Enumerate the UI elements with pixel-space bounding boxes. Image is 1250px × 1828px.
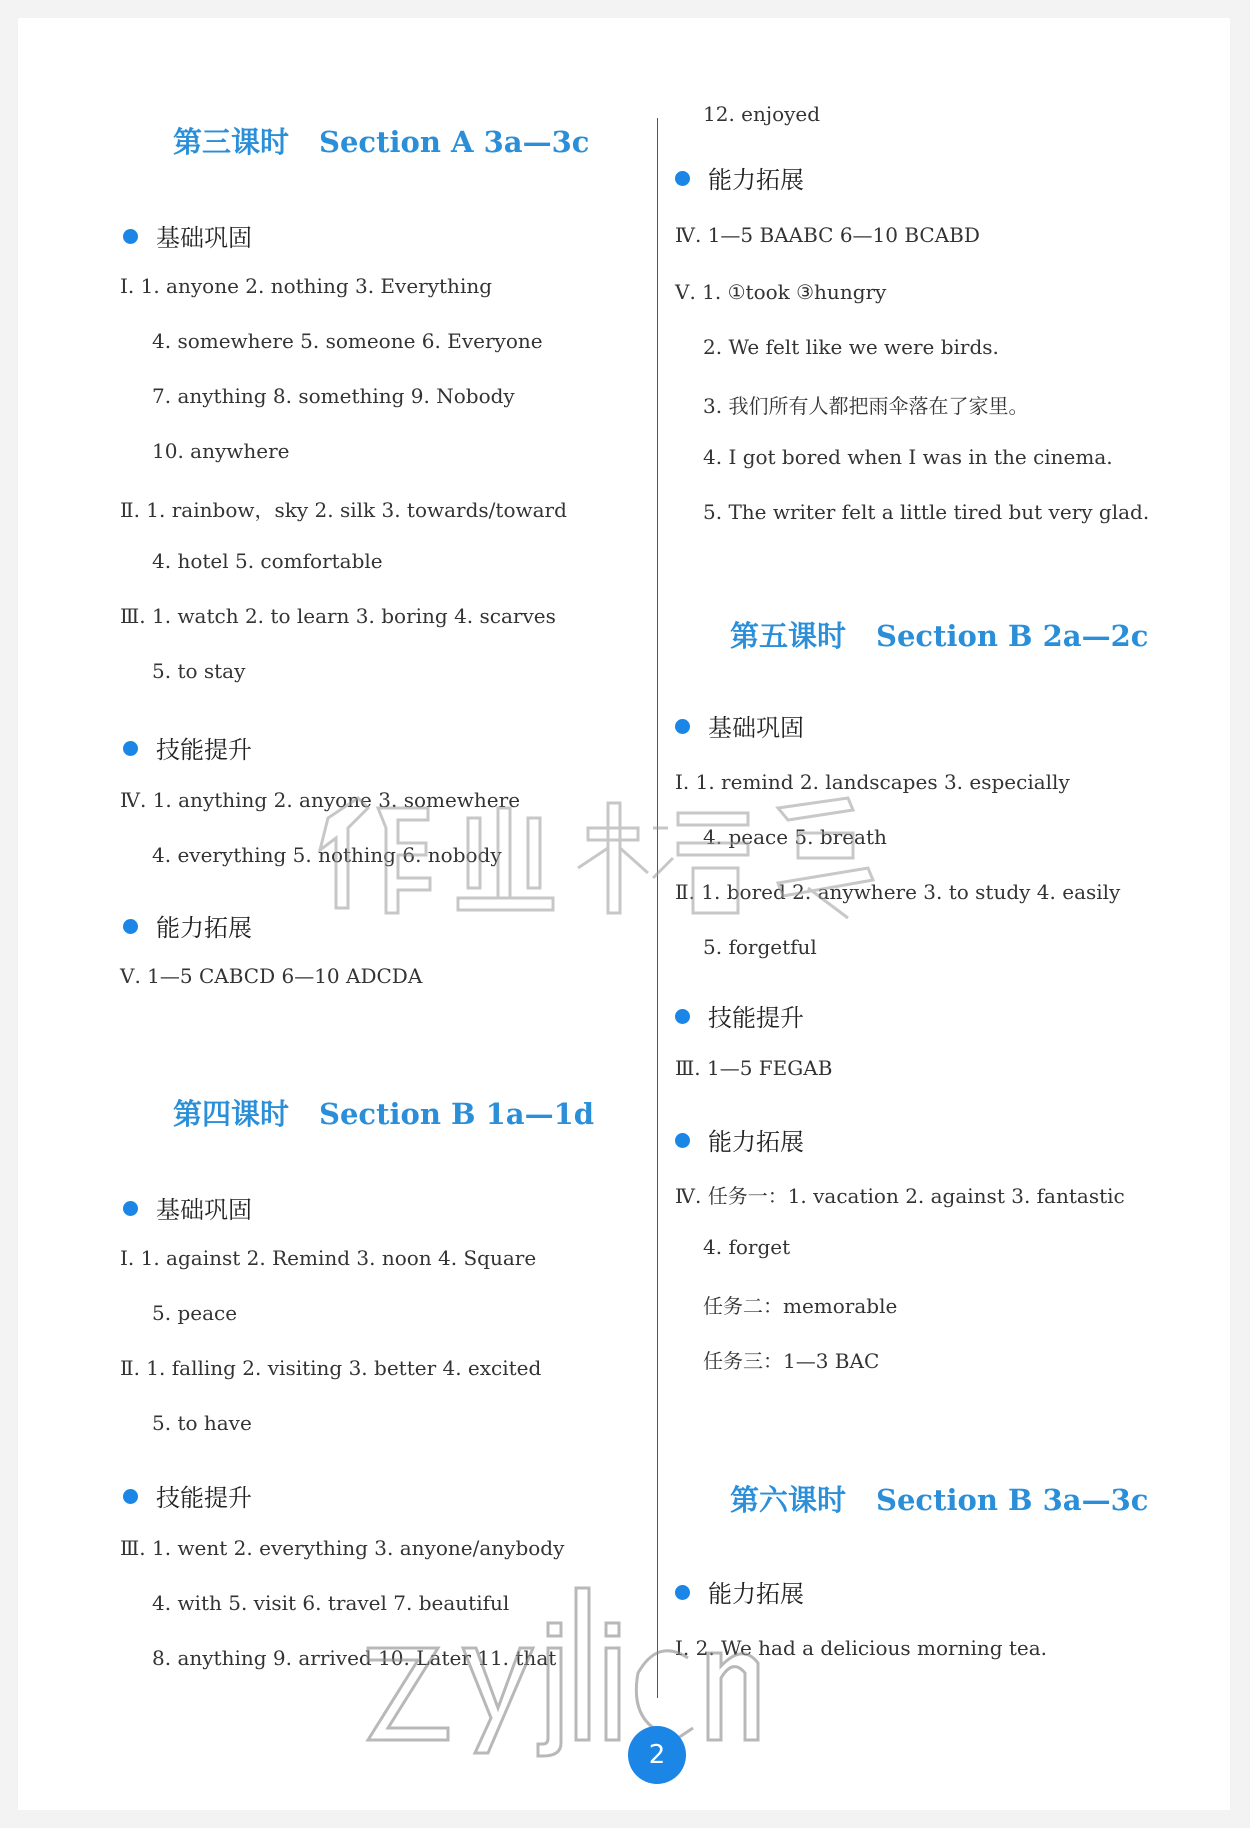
lesson-title-cn: 第三课时 (173, 125, 290, 159)
answer-line: 4. somewhere 5. someone 6. Everyone (152, 329, 543, 353)
section-heading: 技能提升 (123, 730, 252, 765)
answer-line: Ⅰ. 1. against 2. Remind 3. noon 4. Square (120, 1246, 537, 1270)
answer-line: 7. anything 8. something 9. Nobody (152, 384, 515, 408)
answer-line: 4. hotel 5. comfortable (152, 549, 383, 573)
answer-line: 4. everything 5. nothing 6. nobody (152, 843, 502, 867)
answer-line: 任务二：memorable (703, 1294, 898, 1318)
answer-line: 4. peace 5. breath (703, 825, 887, 849)
answer-line: Ⅱ. 1. rainbow，sky 2. silk 3. towards/toward (120, 498, 567, 522)
bullet-dot-icon (123, 741, 138, 756)
answer-line: Ⅳ. 任务一：1. vacation 2. against 3. fantastic (675, 1184, 1125, 1208)
bullet-dot-icon (123, 919, 138, 934)
bullet-dot-icon (123, 229, 138, 244)
answer-line: 4. I got bored when I was in the cinema. (703, 445, 1113, 469)
section-heading: 基础巩固 (123, 218, 252, 253)
bullet-dot-icon (675, 171, 690, 186)
lesson-4-title (173, 1092, 594, 1133)
lesson-title-cn: 第五课时 (730, 619, 847, 653)
answer-line: Ⅴ. 1—5 CABCD 6—10 ADCDA (120, 964, 423, 988)
answer-line: 12. enjoyed (703, 102, 821, 126)
answer-line: Ⅰ. 2. We had a delicious morning tea. (675, 1636, 1048, 1660)
lesson-6-title (730, 1478, 1148, 1519)
answer-line: Ⅰ. 1. anyone 2. nothing 3. Everything (120, 274, 493, 298)
answer-line: Ⅲ. 1—5 FEGAB (675, 1056, 833, 1080)
answer-line: 10. anywhere (152, 439, 290, 463)
answer-line: 4. with 5. visit 6. travel 7. beautiful (152, 1591, 510, 1615)
bullet-dot-icon (123, 1201, 138, 1216)
section-heading: 技能提升 (675, 998, 804, 1033)
bullet-dot-icon (123, 1489, 138, 1504)
bullet-dot-icon (675, 1009, 690, 1024)
section-heading: 能力拓展 (675, 1574, 804, 1609)
bullet-dot-icon (675, 1585, 690, 1600)
answer-line: 3. 我们所有人都把雨伞落在了家里。 (703, 394, 1029, 418)
section-heading: 基础巩固 (675, 708, 804, 743)
answer-line: 5. forgetful (703, 935, 817, 959)
column-divider (657, 118, 658, 1698)
answer-line: 5. The writer felt a little tired but very glad. (703, 500, 1150, 524)
answer-line: 任务三：1—3 BAC (703, 1349, 880, 1373)
answer-line: 8. anything 9. arrived 10. Later 11. that (152, 1646, 557, 1670)
answer-line: Ⅱ. 1. bored 2. anywhere 3. to study 4. easily (675, 880, 1121, 904)
lesson-title-en: Section A 3a—3c (319, 125, 590, 159)
answer-line: Ⅱ. 1. falling 2. visiting 3. better 4. excited (120, 1356, 542, 1380)
section-heading: 能力拓展 (675, 160, 804, 195)
lesson-title-en: Section B 3a—3c (876, 1483, 1149, 1517)
answer-line: 5. peace (152, 1301, 238, 1325)
lesson-title-en: Section B 1a—1d (319, 1097, 595, 1131)
answer-line: Ⅴ. 1. ①took ③hungry (675, 280, 887, 304)
answer-line: 4. forget (703, 1235, 791, 1259)
lesson-5-title (730, 614, 1148, 655)
answer-page (18, 18, 1230, 1810)
answer-line: 5. to stay (152, 659, 246, 683)
answer-line: Ⅲ. 1. watch 2. to learn 3. boring 4. scarves (120, 604, 556, 628)
lesson-title-en: Section B 2a—2c (876, 619, 1149, 653)
section-heading: 基础巩固 (123, 1190, 252, 1225)
lesson-title-cn: 第六课时 (730, 1483, 847, 1517)
lesson-3-title (173, 120, 589, 161)
answer-line: Ⅲ. 1. went 2. everything 3. anyone/anybody (120, 1536, 565, 1560)
section-heading: 技能提升 (123, 1478, 252, 1513)
section-heading: 能力拓展 (123, 908, 252, 943)
bullet-dot-icon (675, 719, 690, 734)
lesson-title-cn: 第四课时 (173, 1097, 290, 1131)
section-heading: 能力拓展 (675, 1122, 804, 1157)
answer-line: 2. We felt like we were birds. (703, 335, 999, 359)
answer-line: Ⅳ. 1. anything 2. anyone 3. somewhere (120, 788, 521, 812)
answer-line: Ⅰ. 1. remind 2. landscapes 3. especially (675, 770, 1070, 794)
page-number: 2 (628, 1726, 686, 1784)
bullet-dot-icon (675, 1133, 690, 1148)
answer-line: Ⅳ. 1—5 BAABC 6—10 BCABD (675, 223, 980, 247)
answer-line: 5. to have (152, 1411, 252, 1435)
